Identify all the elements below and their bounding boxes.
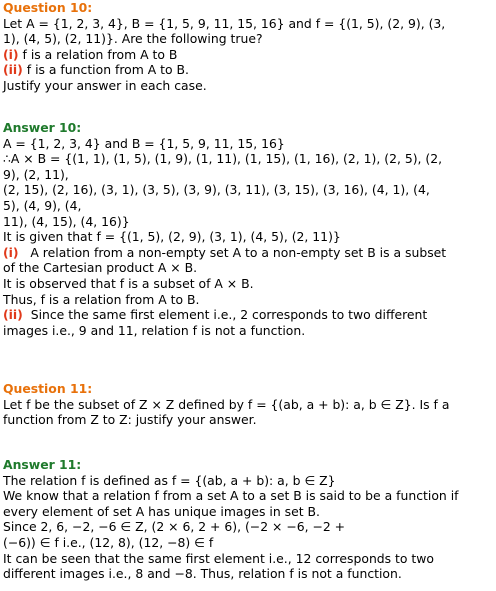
item-text: f is a function from A to B. [22, 62, 189, 78]
answer-10-line-5: 5), (4, 9), (4, [3, 197, 82, 213]
answer-10 [3, 120, 493, 338]
answer-10-heading: Answer 10: [3, 120, 82, 135]
item-text: f is a relation from A to B [18, 46, 178, 62]
item-label: (i) [3, 46, 19, 62]
answer-10-line-6: 11), (4, 15), (4, 16)} [3, 213, 130, 229]
question-11-heading: Question 11: [3, 381, 93, 396]
question-10 [3, 0, 493, 94]
answer-10-part-1-line-3: It is observed that f is a subset of A × B. [3, 275, 254, 291]
question-11 [3, 381, 493, 428]
part-label: (i) [3, 244, 19, 260]
answer-10-line-3: 9), (2, 11), [3, 166, 69, 182]
answer-10-part-2-line-2: images i.e., 9 and 11, relation f is not a function. [3, 322, 306, 338]
question-10-line-1: Let A = {1, 2, 3, 4}, B = {1, 5, 9, 11, 15, 16} and f = {(1, 5), (2, 9), (3, [3, 15, 446, 31]
question-10-heading: Question 10: [3, 0, 93, 15]
answer-11-line-5: (−6)) ∈ f i.e., (12, 8), (12, −8) ∈ f [3, 534, 214, 550]
answer-11 [3, 457, 493, 582]
part-text: A relation from a non-empty set A to a non-empty set B is a subset [18, 244, 447, 260]
part-text: Since the same first element i.e., 2 corresponds to two different [22, 307, 428, 323]
answer-11-line-7: different images i.e., 8 and −8. Thus, relation f is not a function. [3, 566, 402, 582]
answer-11-line-1: The relation f is defined as f = {(ab, a + b): a, b ∈ Z} [3, 472, 336, 488]
answer-10-part-2-line-1 [3, 307, 493, 323]
question-10-item-1 [3, 47, 493, 63]
question-10-item-2 [3, 62, 493, 78]
answer-10-part-1-line-1 [3, 245, 493, 261]
answer-11-line-3: every element of set A has unique images in set B. [3, 503, 320, 519]
question-10-line-2: 1), (4, 5), (2, 11)}. Are the following true? [3, 31, 263, 47]
answer-11-line-4: Since 2, 6, −2, −6 ∈ Z, (2 × 6, 2 + 6), (−2 × −6, −2 + [3, 519, 346, 535]
question-11-line-2: function from Z to Z: justify your answer. [3, 412, 257, 428]
answer-11-heading: Answer 11: [3, 457, 82, 472]
answer-11-line-6: It can be seen that the same first element i.e., 12 corresponds to two [3, 550, 435, 566]
part-label: (ii) [3, 307, 23, 323]
question-10-closing: Justify your answer in each case. [3, 77, 207, 93]
answer-10-line-2: ∴A × B = {(1, 1), (1, 5), (1, 9), (1, 11), (1, 15), (1, 16), (2, 1), (2, 5), (2, [3, 151, 443, 167]
answer-10-line-7: It is given that f = {(1, 5), (2, 9), (3, 1), (4, 5), (2, 11)} [3, 229, 341, 245]
item-label: (ii) [3, 62, 23, 78]
answer-10-line-4: (2, 15), (2, 16), (3, 1), (3, 5), (3, 9), (3, 11), (3, 15), (3, 16), (4, 1), (4, [3, 182, 430, 198]
answer-11-line-2: We know that a relation f from a set A to a set B is said to be a function if [3, 488, 459, 504]
answer-10-line-1: A = {1, 2, 3, 4} and B = {1, 5, 9, 11, 15, 16} [3, 135, 285, 151]
question-11-line-1: Let f be the subset of Z × Z defined by f = {(ab, a + b): a, b ∈ Z}. Is f a [3, 396, 450, 412]
answer-10-part-1-line-2: of the Cartesian product A × B. [3, 260, 198, 276]
answer-10-part-1-line-4: Thus, f is a relation from A to B. [3, 291, 200, 307]
